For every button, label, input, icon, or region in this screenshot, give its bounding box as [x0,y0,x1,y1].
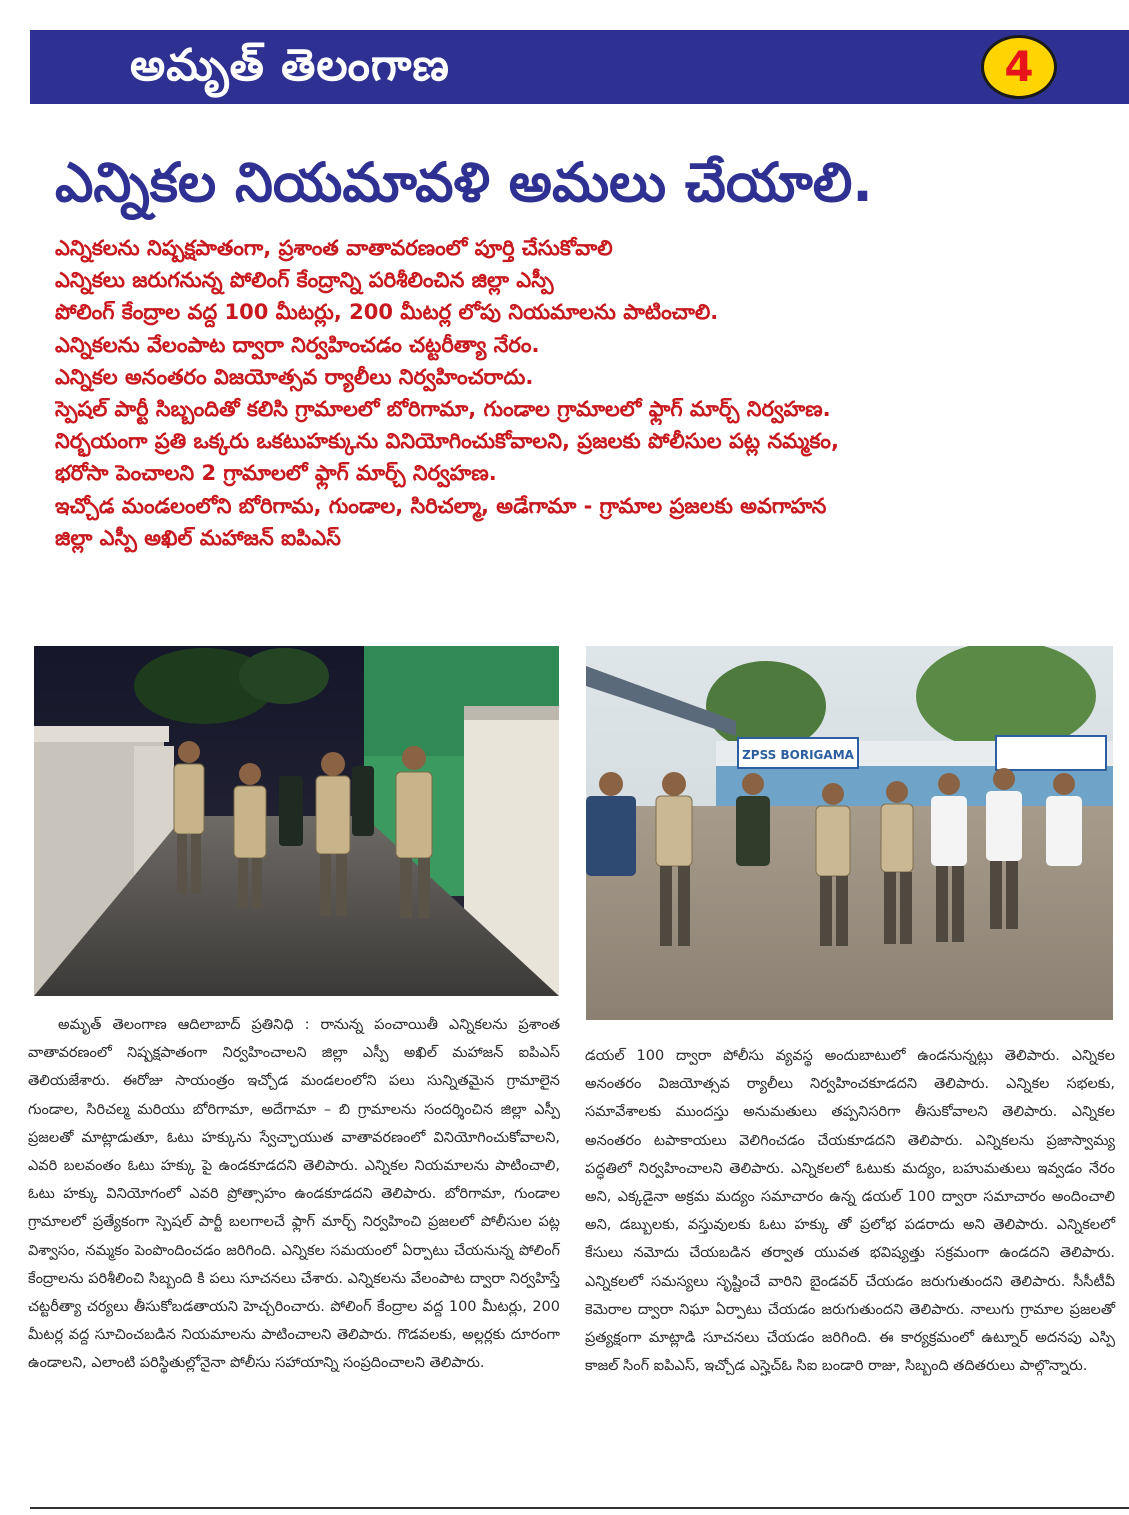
photo-night-patrol [34,646,559,996]
bottom-rule [30,1507,1129,1509]
newspaper-title: అమృత్ తెలంగాణ [130,40,450,91]
key-point: ఎన్నికలను వేలంపాట ద్వారా నిర్వహించడం చట్టరీత్యా నేరం. [55,332,540,357]
page-number-badge [981,35,1057,99]
key-point: ఎన్నికలను నిష్పక్షపాతంగా, ప్రశాంత వాతావరణంలో పూర్తి చేసుకోవాలి [55,236,613,260]
key-point: భరోసా పెంచాలని 2 గ్రామాలలో ఫ్లాగ్ మార్చ్ నిర్వహణ. [55,461,497,486]
key-points-list [55,232,1115,554]
key-point: జిల్లా ఎస్పీ అఖిల్ మహాజన్ ఐపిఎస్ [55,525,341,550]
school-sign-text: ZPSS BORIGAMA [742,748,854,762]
key-point: స్పెషల్ పార్టీ సిబ్బందితో కలిసి గ్రామాలలో బోరిగామా, గుండాల గ్రామాలలో ఫ్లాగ్ మార్చ్ నిర్వహణ. [55,396,831,421]
key-point: ఎన్నికలు జరుగనున్న పోలింగ్ కేంద్రాన్ని పరిశీలించిన జిల్లా ఎస్పీ [55,268,554,293]
photo-flag-march-illustration [586,646,1113,1020]
article-body-left: అమృత్ తెలంగాణ ఆదిలాబాద్ ప్రతినిధి : రానున్న పంచాయితీ ఎన్నికలను ప్రశాంత వాతావరణంలో నిష్పక్షపాతంగా నిర్వహించాలని జిల్లా ఎస్పీ అఖిల్ మహాజన్ ఐపిఎస్ తెలియజేశారు. ఈరోజు సాయంత్రం ఇచ్చోడ మండలంలోని పలు సున్నితమైన గ్రామాలైన గుండాల, సిరిచల్మ మరియు బోరిగామా, అదేగామా – బి గ్రామాలను సందర్శించిన జిల్లా ఎస్పీ ప్రజలతో మాట్లాడుతూ, ఓటు హక్కును స్వేచ్ఛాయుత వాతావరణంలో వినియోగించుకోవాలని, ఎవరి బలవంతం ఓటు హక్కు పై ఉండకూడదని తెలిపారు. ఎన్నికల నియమాలను పాటించాలి, ఓటు హక్కు వినియోగంలో ఎవరి ప్రోత్సాహం ఉండకూడదని తెలిపారు. బోరిగామా, గుండాల గ్రామాలలో ప్రత్యేకంగా స్పెషల్ పార్టీ బలగాలచే ఫ్లాగ్ మార్చ్ నిర్వహించి ప్రజలలో పోలీసుల పట్ల విశ్వాసం, నమ్మకం పెంపొందించడం జరిగింది. ఎన్నికల సమయంలో ఏర్పాటు చేయనున్న పోలింగ్ కేంద్రాలను పరిశీలించి సిబ్బంది కి పలు సూచనలు చేశారు. ఎన్నికలను వేలంపాట ద్వారా నిర్వహిస్తే చట్టరీత్యా చర్యలు తీసుకోబడతాయని హెచ్చరించారు. పోలింగ్ కేంద్రాల వద్ద 100 మీటర్లు, 200 మీటర్ల వద్ద సూచించబడిన నియమాలను పాటించాలని తెలిపారు. గొడవలకు, అల్లర్లకు దూరంగా ఉండాలని, ఎలాంటి పరిస్థితుల్లోనైనా పోలీసు సహాయాన్ని సంప్రదించాలని తెలిపారు. [28,1017,560,1372]
article-body-right: డయల్ 100 ద్వారా పోలీసు వ్యవస్థ అందుబాటులో ఉండనున్నట్లు తెలిపారు. ఎన్నికల అనంతరం విజయోత్సవ ర్యాలీలు నిర్వహించకూడదని తెలిపారు. ఎన్నికల సభలకు, సమావేశాలకు ముందస్తు అనుమతులు తప్పనిసరిగా తీసుకోవాలని తెలిపారు. ఎన్నికల అనంతరం టపాకాయలు వెలిగించడం చేయకూడదని తెలిపారు. ఎన్నికలను ప్రజాస్వామ్య పద్ధతిలో నిర్వహించాలని తెలిపారు. ఎన్నికలలో ఓటుకు మద్యం, బహుమతులు ఇవ్వడం నేరం అని, ఎక్కడైనా అక్రమ మద్యం సమాచారం ఉన్న డయల్ 100 ద్వారా సమాచారం అందించాలి అని, డబ్బులకు, వస్తువులకు ఓటు హక్కు తో ప్రలోభ పడరాదు అని తెలిపారు. ఎన్నికలలో కేసులు నమోదు చేయబడిన తర్వాత యువత భవిష్యత్తు సక్రమంగా ఉండదని తెలిపారు. ఎన్నికలలో సమస్యలు సృష్టించే వారిని బైండవర్ చేయడం జరుగుతుందని తెలిపారు. సీసీటీవీ కెమెరాల ద్వారా నిఘా ఏర్పాటు చేయడం జరుగుతుందని తెలిపారు. నాలుగు గ్రామాల ప్రజలతో ప్రత్యక్షంగా మాట్లాడి సూచనలు చేయడం జరిగింది. ఈ కార్యక్రమంలో ఉట్నూర్ అదనపు ఎస్పి కాజల్ సింగ్ ఐపిఎస్, ఇచ్చోడ ఎస్హెచ్ఓ సిఐ బండారి రాజు, సిబ్బంది తదితరులు పాల్గొన్నారు. [585,1048,1115,1375]
key-point: ఇచ్చోడ మండలంలోని బోరిగామ, గుండాల, సిరిచల్మా, అడేగామా - గ్రామాల ప్రజలకు అవగాహన [55,493,827,518]
masthead [30,30,1129,104]
key-point: పోలింగ్ కేంద్రాల వద్ద 100 మీటర్లు, 200 మీటర్ల లోపు నియమాలను పాటించాలి. [55,300,719,325]
key-point: నిర్భయంగా ప్రతి ఒక్కరు ఒకటుహక్కును వినియోగించుకోవాలని, ప్రజలకు పోలీసుల పట్ల నమ్మకం, [55,429,839,454]
page-number: 4 [1004,42,1034,91]
photo-flag-march [586,646,1113,1020]
photo-night-patrol-illustration [34,646,559,996]
key-point: ఎన్నికల అనంతరం విజయోత్సవ ర్యాలీలు నిర్వహించరాదు. [55,364,534,389]
headline: ఎన్నికల నియమావళి అమలు చేయాలి. [55,151,873,214]
